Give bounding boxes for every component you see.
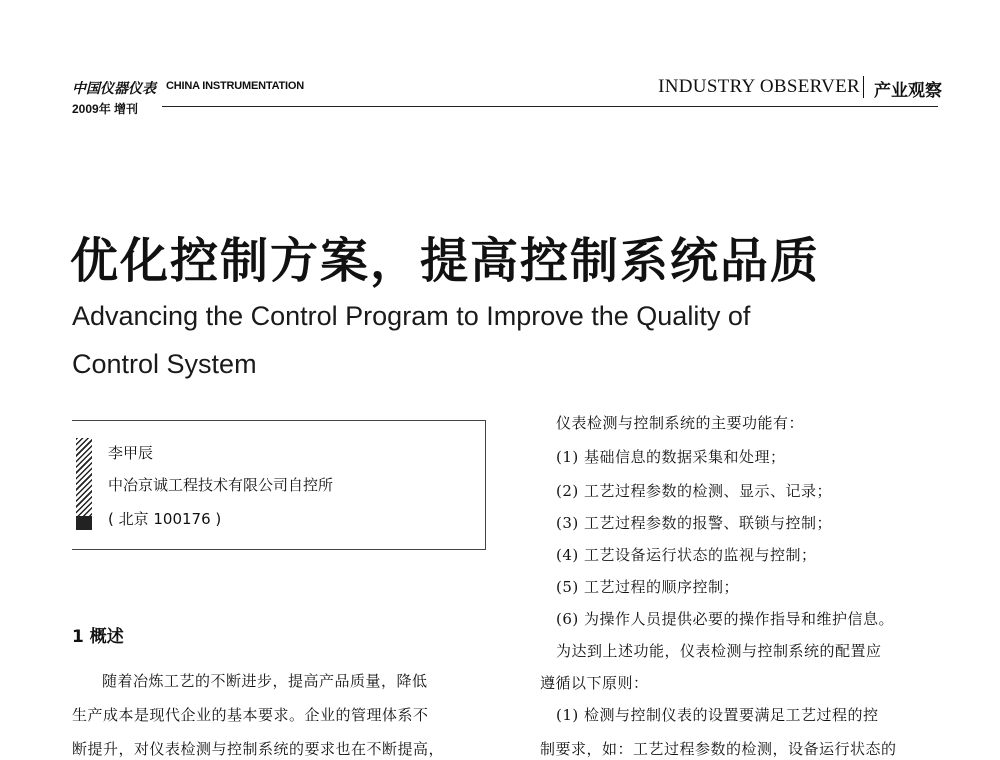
header-rule <box>162 106 938 107</box>
function-item: (5) 工艺过程的顺序控制； <box>556 578 740 596</box>
section-label-cn: 产业观察 <box>874 81 942 101</box>
function-item: (3) 工艺过程参数的报警、联锁与控制； <box>556 514 833 532</box>
author-box-right-rule <box>485 420 486 550</box>
author-address: ( 北京 100176 ) <box>108 510 222 528</box>
principle-line: 制要求，如：工艺过程参数的检测，设备运行状态的 <box>540 740 897 758</box>
issue-label: 2009年 增刊 <box>72 102 139 116</box>
author-organization: 中冶京诚工程技术有限公司自控所 <box>108 476 334 494</box>
journal-name-en: CHINA INSTRUMENTATION <box>166 80 304 92</box>
author-box <box>72 420 486 550</box>
article-title-en: Advancing the Control Program to Improve the Quality of Control System <box>72 301 751 379</box>
paragraph-line: 为达到上述功能，仪表检测与控制系统的配置应 <box>556 642 882 660</box>
journal-name-cn: 中国仪器仪表 <box>72 81 156 97</box>
body-line: 断提升，对仪表检测与控制系统的要求也在不断提高， <box>72 740 445 758</box>
hatch-decoration-block <box>76 516 92 530</box>
function-item: (4) 工艺设备运行状态的监视与控制； <box>556 546 817 564</box>
section-heading: 1 概述 <box>72 627 124 647</box>
author-box-top-rule <box>72 420 486 421</box>
function-item: (6) 为操作人员提供必要的操作指导和维护信息。 <box>556 610 895 628</box>
body-line: 生产成本是现代企业的基本要求。企业的管理体系不 <box>72 706 429 724</box>
functions-intro: 仪表检测与控制系统的主要功能有： <box>556 414 805 432</box>
author-name: 李甲辰 <box>108 444 154 462</box>
header-separator <box>863 76 864 98</box>
principle-line: (1) 检测与控制仪表的设置要满足工艺过程的控 <box>556 706 879 724</box>
section-label-en: INDUSTRY OBSERVER <box>658 76 860 97</box>
function-item: (2) 工艺过程参数的检测、显示、记录； <box>556 482 833 500</box>
author-box-bottom-rule <box>72 549 486 550</box>
function-item: (1) 基础信息的数据采集和处理； <box>556 448 786 466</box>
paragraph-line: 遵循以下原则： <box>540 674 649 692</box>
body-line: 随着冶炼工艺的不断进步，提高产品质量，降低 <box>102 672 428 690</box>
article-title-cn: 优化控制方案，提高控制系统品质 <box>70 233 821 289</box>
